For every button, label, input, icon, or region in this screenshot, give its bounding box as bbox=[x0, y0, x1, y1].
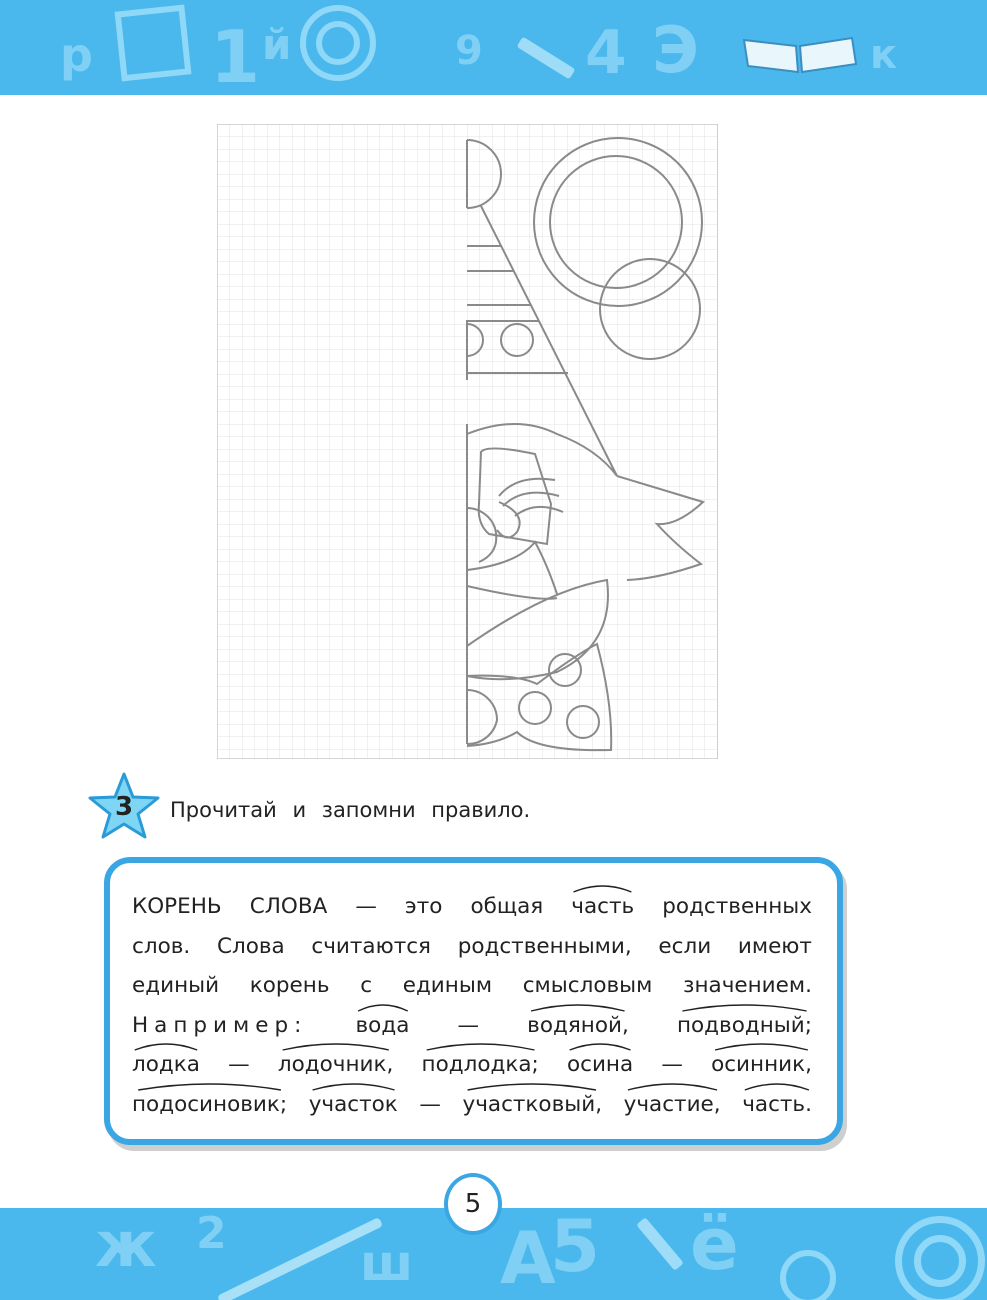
rule-word: значением. bbox=[683, 973, 812, 998]
rule-word: единый bbox=[132, 973, 220, 998]
rule-word: — bbox=[661, 1052, 683, 1077]
rule-word: участковый, bbox=[462, 1085, 602, 1125]
rule-word: корень bbox=[249, 973, 330, 998]
pencil-icon bbox=[517, 36, 576, 79]
drawing-grid bbox=[217, 124, 718, 759]
task-3 bbox=[88, 770, 888, 840]
rule-word: общая bbox=[470, 894, 544, 919]
rule-word: слов. bbox=[132, 933, 191, 959]
rule-word: если bbox=[658, 933, 712, 959]
rule-line bbox=[132, 887, 812, 927]
decor-digit: 4 bbox=[585, 18, 627, 88]
rule-word: подлодка; bbox=[422, 1045, 539, 1085]
rule-line bbox=[132, 1085, 812, 1125]
rule-word: Например: bbox=[132, 1012, 308, 1038]
rule-box bbox=[104, 857, 843, 1145]
root-arc bbox=[571, 883, 634, 893]
rule-word: подосиновик; bbox=[132, 1085, 287, 1125]
rule-word: единым bbox=[402, 973, 493, 998]
decor-digit: 5 bbox=[550, 1208, 601, 1288]
rule-word: вода bbox=[356, 1006, 410, 1046]
rule-word: с bbox=[360, 973, 373, 998]
rule-word: осина bbox=[567, 1045, 633, 1085]
rule-line bbox=[132, 1045, 812, 1085]
rule-word: часть. bbox=[742, 1085, 812, 1125]
rule-word: Слова bbox=[216, 933, 285, 959]
rule-word: подводный; bbox=[677, 1006, 812, 1046]
rule-line bbox=[132, 966, 812, 1006]
rule-word: часть bbox=[571, 887, 634, 927]
brush-icon bbox=[217, 1217, 383, 1300]
pencil-icon bbox=[636, 1217, 684, 1271]
rule-word: участок bbox=[309, 1085, 398, 1125]
rule-line bbox=[132, 927, 812, 967]
sun-icon bbox=[780, 1250, 836, 1300]
decor-letter: ш bbox=[360, 1234, 414, 1292]
rule-word: — bbox=[355, 894, 377, 919]
decor-letter: ё bbox=[690, 1208, 739, 1286]
task-number: 3 bbox=[114, 792, 134, 822]
rule-word: водяной, bbox=[527, 1006, 629, 1046]
rule-word: — bbox=[228, 1052, 250, 1077]
target-circles-icon bbox=[300, 5, 376, 81]
decor-digit: 1 bbox=[210, 15, 261, 95]
rule-word: — bbox=[457, 1012, 480, 1038]
decor-letter: к bbox=[870, 32, 898, 78]
rule-word: смысловым bbox=[522, 973, 653, 998]
rule-word: родственными, bbox=[457, 933, 632, 959]
star-number-badge bbox=[88, 770, 160, 840]
rule-word: лодка bbox=[132, 1045, 200, 1085]
open-book-icon bbox=[740, 32, 860, 72]
decor-letter: ж bbox=[95, 1208, 157, 1281]
rule-word: считаются bbox=[311, 933, 431, 959]
decor-letter: А bbox=[500, 1216, 556, 1300]
square-shape-icon bbox=[115, 5, 192, 82]
decor-letter: р bbox=[60, 28, 93, 82]
decor-letter: й bbox=[262, 20, 292, 69]
rule-word: КОРЕНЬ bbox=[132, 894, 222, 919]
rule-word: участие, bbox=[624, 1085, 721, 1125]
decor-digit: 9 bbox=[455, 28, 483, 74]
target-circles-icon bbox=[895, 1216, 985, 1300]
header-band bbox=[0, 0, 987, 95]
rule-line bbox=[132, 1006, 812, 1046]
rule-word: — bbox=[419, 1091, 441, 1117]
page-number: 5 bbox=[444, 1173, 502, 1235]
rule-word: родственных bbox=[662, 894, 812, 919]
rule-word: это bbox=[404, 894, 443, 919]
rule-word: лодочник, bbox=[278, 1045, 393, 1085]
rule-word: имеют bbox=[737, 933, 812, 959]
decor-letter: Э bbox=[652, 14, 699, 88]
rule-word: СЛОВА bbox=[249, 894, 328, 919]
decor-digit: 2 bbox=[196, 1208, 227, 1259]
rule-word: осинник, bbox=[711, 1045, 812, 1085]
task-instruction: Прочитай и запомни правило. bbox=[170, 798, 531, 822]
rule-text bbox=[132, 887, 812, 1124]
